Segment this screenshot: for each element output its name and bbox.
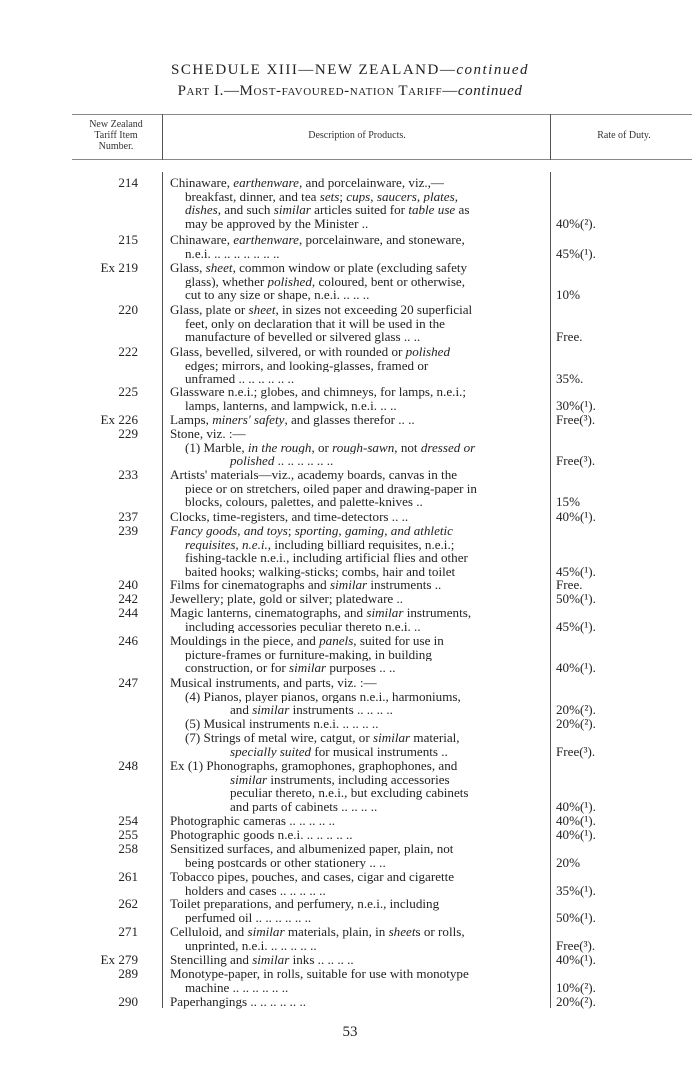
product-description (170, 427, 542, 468)
tariff-item-number: 220 (118, 302, 138, 317)
tariff-item-number: 222 (118, 344, 138, 359)
rate-of-duty: 30%(¹). (556, 397, 596, 413)
rate-of-duty: Free(³). (556, 743, 596, 759)
product-description (170, 303, 542, 344)
description-line: and parts of cabinets .. .. .. .. (230, 800, 378, 814)
product-description (170, 925, 542, 952)
description-line: Stone, viz. :— (170, 427, 246, 441)
description-line: similar instruments, including accessories (230, 772, 450, 787)
tariff-item-number: 240 (118, 577, 138, 592)
column-header-item-line-2: Tariff Item (94, 130, 138, 141)
rate-of-duty: 45%(¹). (556, 564, 596, 580)
description-line: lamps, lanterns, and lampwick, n.e.i. .. .. (185, 398, 397, 413)
description-line: machine .. .. .. .. .. .. (185, 980, 289, 995)
rate-of-duty: Free(³). (556, 937, 596, 953)
rate-of-duty: 50%(¹). (556, 909, 596, 925)
product-description (170, 967, 542, 994)
product-description (170, 731, 542, 758)
description-line: unprinted, n.e.i. .. .. .. .. .. (185, 938, 317, 953)
description-line: piece or on stretchers, oiled paper and drawing-paper in (185, 481, 477, 496)
rate-of-duty: 45%(¹). (556, 618, 596, 634)
rate-of-duty: 20%(²). (556, 716, 596, 731)
description-line: Magic lanterns, cinematographs, and similar instruments, (170, 606, 472, 620)
description-line: specially suited for musical instruments .. (230, 744, 448, 759)
description-line: Stencilling and similar inks .. .. .. .. (170, 953, 354, 967)
product-description (170, 606, 542, 633)
description-line: Glass, plate or sheet, in sizes not exceeding 20 superficial (170, 303, 473, 317)
schedule-title-continued: continued (456, 62, 529, 78)
description-line: Celluloid, and similar materials, plain, in sheets or rolls, (170, 925, 465, 939)
description-line: Clocks, time-registers, and time-detectors .. .. (170, 510, 409, 524)
rate-of-duty: 40%(¹). (556, 660, 596, 676)
description-line: manufacture of bevelled or silvered glass .. .. (185, 330, 421, 345)
tariff-item-number: 248 (118, 758, 138, 773)
tariff-item-number: 262 (118, 896, 138, 911)
rate-of-duty: 15% (556, 494, 581, 510)
description-line: breakfast, dinner, and tea sets; cups, saucers, plates, (185, 189, 458, 204)
tariff-item-number: 244 (118, 605, 138, 620)
part-title-main: Part I.—Most-favoured-nation Tariff— (177, 83, 458, 99)
rate-of-duty: Free(³). (556, 412, 596, 427)
description-line: Chinaware, earthenware, and porcelainware, viz.,— (170, 176, 445, 190)
header-rule (72, 159, 692, 160)
tariff-item-number: 271 (118, 924, 138, 939)
tariff-item-number: 242 (118, 591, 138, 606)
tariff-item-number: Ex 279 (100, 952, 138, 967)
description-line: and similar instruments .. .. .. .. (230, 703, 393, 718)
description-line: being postcards or other stationery .. .. (185, 855, 386, 870)
column-header-item (74, 119, 158, 152)
description-line: (7) Strings of metal wire, catgut, or similar material, (185, 731, 460, 745)
product-description (170, 870, 542, 897)
description-line: (4) Pianos, player pianos, organs n.e.i., harmoniums, (185, 689, 461, 704)
description-line: Ex (1) Phonographs, gramophones, graphophones, and (170, 759, 458, 773)
description-line: picture-frames or furniture-making, in building (185, 647, 432, 662)
tariff-item-number: 237 (118, 509, 138, 524)
rate-of-duty: 40%(¹). (556, 799, 596, 815)
body-divider-left (162, 172, 163, 1008)
product-description (170, 345, 542, 386)
product-description (170, 828, 542, 842)
description-line: Paperhangings .. .. .. .. .. .. (170, 995, 307, 1009)
description-line: glass), whether polished, coloured, bent or otherwise, (185, 274, 465, 289)
rate-of-duty: 40%(¹). (556, 509, 596, 524)
product-description (170, 634, 542, 675)
product-description (170, 176, 542, 231)
description-line: Chinaware, earthenware, porcelainware, and stoneware, (170, 233, 465, 247)
product-description (170, 953, 542, 967)
product-description (170, 510, 542, 524)
description-line: feet, only on declaration that it will be used in the (185, 316, 445, 331)
description-line: Glassware n.e.i.; globes, and chimneys, for lamps, n.e.i.; (170, 385, 466, 399)
tariff-item-number: 225 (118, 384, 138, 399)
description-line: blocks, colours, palettes, and palette-knives .. (185, 495, 423, 510)
description-line: Glass, bevelled, silvered, or with rounded or polished (170, 345, 451, 359)
description-line: construction, or for similar purposes .. .. (185, 661, 396, 676)
tariff-item-number: 247 (118, 675, 138, 690)
description-line: dishes, and such similar articles suited for table use as (185, 203, 470, 218)
header-divider-left (162, 114, 163, 160)
tariff-item-number: 239 (118, 523, 138, 538)
product-description (170, 717, 542, 731)
rate-of-duty: 40%(¹). (556, 813, 596, 828)
description-line: (1) Marble, in the rough, or rough-sawn, not dressed or (185, 440, 476, 455)
body-divider-right (550, 172, 551, 1008)
rate-of-duty: 45%(¹). (556, 245, 596, 261)
description-line: peculiar thereto, n.e.i., but excluding cabinets (230, 786, 469, 801)
rate-of-duty: 10%(²). (556, 979, 596, 995)
part-title-continued: continued (457, 83, 523, 99)
description-line: Photographic goods n.e.i. .. .. .. .. .. (170, 828, 353, 842)
description-line: polished .. .. .. .. .. .. (230, 454, 334, 469)
description-line: baited hooks; walking-sticks; combs, hair and toilet (185, 565, 456, 579)
rate-of-duty: 35%(¹). (556, 882, 596, 898)
product-description (170, 261, 542, 302)
description-line: including accessories peculiar thereto n.e.i. .. (185, 619, 421, 634)
description-line: requisites, n.e.i., including billiard requisites, n.e.i.; (185, 537, 455, 552)
column-header-item-line-1: New Zealand (89, 119, 143, 130)
product-description (170, 385, 542, 412)
description-line: n.e.i. .. .. .. .. .. .. .. (185, 246, 280, 261)
top-rule (72, 114, 692, 115)
description-line: Sensitized surfaces, and albumenized paper, plain, not (170, 842, 454, 856)
tariff-item-number: Ex 219 (100, 260, 138, 275)
description-line: may be approved by the Minister .. (185, 217, 369, 231)
rate-of-duty: 20%(²). (556, 702, 596, 718)
rate-of-duty: Free. (556, 329, 583, 345)
description-line: Photographic cameras .. .. .. .. .. (170, 814, 336, 828)
schedule-title-main: SCHEDULE XIII—NEW ZEALAND— (170, 62, 457, 78)
description-line: perfumed oil .. .. .. .. .. .. (185, 910, 312, 925)
description-line: Toilet preparations, and perfumery, n.e.i., including (170, 897, 440, 911)
tariff-item-number: 215 (118, 232, 138, 247)
product-description (170, 524, 542, 579)
rate-of-duty: 20%(²). (556, 994, 596, 1009)
product-description (170, 233, 542, 260)
tariff-item-number: Ex 226 (100, 412, 138, 427)
product-description (170, 413, 542, 427)
column-header-item-line-3: Number. (98, 141, 134, 152)
page-number: 53 (342, 1024, 358, 1040)
product-description (170, 759, 542, 814)
rate-of-duty: 10% (556, 287, 581, 303)
rate-of-duty: 50%(¹). (556, 591, 596, 606)
description-line: Tobacco pipes, pouches, and cases, cigar and cigarette (170, 870, 455, 884)
schedule-title (0, 62, 700, 79)
rate-of-duty: 40%(²). (556, 216, 596, 232)
product-description (170, 676, 542, 717)
rate-of-duty: 35%. (556, 371, 584, 387)
product-description (170, 814, 542, 828)
product-description (170, 995, 542, 1009)
description-line: fishing-tackle n.e.i., including artificial flies and other (185, 551, 468, 566)
description-line: Fancy goods, and toys; sporting, gaming, and athletic (170, 524, 453, 538)
rate-of-duty: Free. (556, 577, 583, 592)
description-line: Lamps, miners' safety, and glasses therefor .. .. (170, 413, 415, 427)
product-description (170, 592, 542, 606)
description-line: Jewellery; plate, gold or silver; platedware .. (170, 592, 404, 606)
description-line: Artists' materials—viz., academy boards, canvas in the (170, 468, 458, 482)
tariff-item-number: 214 (118, 175, 138, 190)
tariff-item-number: 258 (118, 841, 138, 856)
part-title (0, 83, 700, 100)
description-line: holders and cases .. .. .. .. .. (185, 883, 326, 898)
rate-of-duty: 20% (556, 854, 581, 870)
description-line: Mouldings in the piece, and panels, suited for use in (170, 634, 444, 648)
tariff-item-number: 254 (118, 813, 138, 828)
rate-of-duty: 40%(¹). (556, 827, 596, 842)
description-line: Glass, sheet, common window or plate (excluding safety (170, 261, 468, 275)
tariff-item-number: 289 (118, 966, 138, 981)
description-line: unframed .. .. .. .. .. .. (185, 372, 295, 387)
tariff-item-number: 255 (118, 827, 138, 842)
description-line: edges; mirrors, and looking-glasses, framed or (185, 358, 429, 373)
product-description (170, 842, 542, 869)
tariff-item-number: 233 (118, 467, 138, 482)
column-header-rate: Rate of Duty. (597, 130, 651, 141)
description-line: cut to any size or shape, n.e.i. .. .. .. (185, 288, 370, 303)
description-line: (5) Musical instruments n.e.i. .. .. .. .. (185, 717, 379, 731)
product-description (170, 578, 542, 592)
tariff-item-number: 246 (118, 633, 138, 648)
rate-of-duty: 40%(¹). (556, 952, 596, 967)
description-line: Films for cinematographs and similar instruments .. (170, 578, 442, 592)
tariff-item-number: 290 (118, 994, 138, 1009)
rate-of-duty: Free(³). (556, 453, 596, 469)
product-description (170, 897, 542, 924)
description-line: Monotype-paper, in rolls, suitable for use with monotype (170, 967, 469, 981)
description-line: Musical instruments, and parts, viz. :— (170, 676, 377, 690)
header-divider-right (550, 114, 551, 160)
tariff-item-number: 229 (118, 426, 138, 441)
product-description (170, 468, 542, 509)
column-header-description: Description of Products. (308, 130, 406, 141)
tariff-item-number: 261 (118, 869, 138, 884)
